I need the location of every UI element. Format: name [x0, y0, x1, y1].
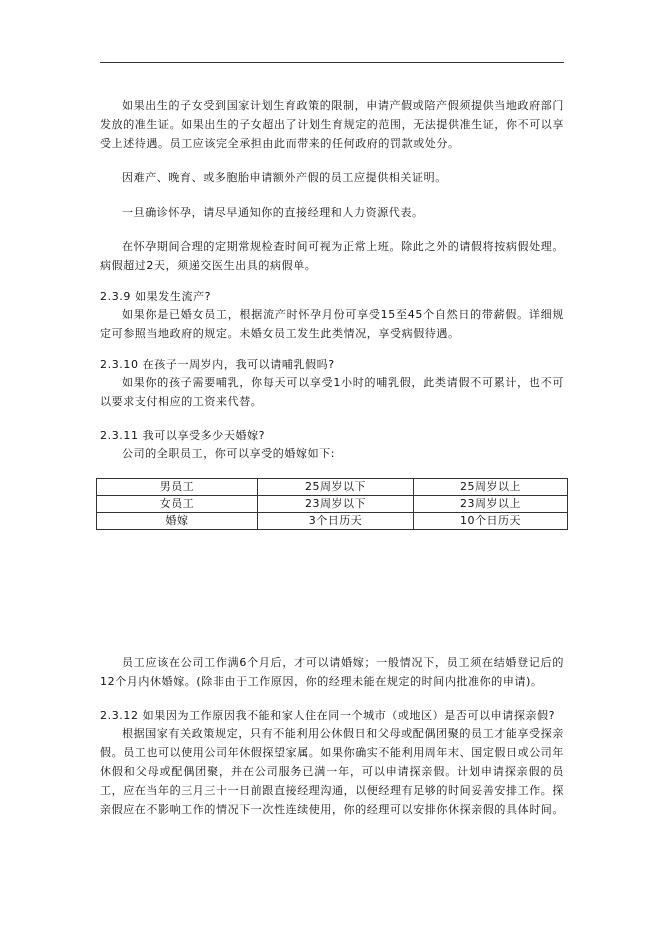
table-row [97, 496, 568, 513]
table-cell: 3个日历天 [258, 513, 414, 530]
table-cell: 25周岁以上 [414, 479, 568, 496]
paragraph-prenatal-checkup: 在怀孕期间合理的定期常规检查时间可视为正常上班。除此之外的请假将按病假处理。病假超过2天，须递交医生出具的病假单。 [100, 240, 564, 272]
header-rule [100, 62, 564, 63]
paragraph-home-leave: 根据国家有关政策规定，只有不能利用公休假日和父母或配偶团聚的员工才能享受探亲假。员工也可以使用公司年休假探望家属。如果你确实不能利用周年末、国定假日或公司年休假和父母或配偶团聚，并在公司服务已满一年，可以申请探亲假。计划申请探亲假的员工，应在当年的三月三十一日前跟直接经理沟通，以便经理有足够的时间妥善安排工作。探亲假应在不影响工作的情况下一次性连续使用，你的经理可以安排你休探亲假的具体时间。 [100, 727, 564, 816]
heading-2-3-12: 2.3.12 如果因为工作原因我不能和家人住在同一个城市（或地区）是否可以申请探亲假? [100, 709, 556, 722]
table-row [97, 513, 568, 530]
heading-2-3-9: 2.3.9 如果发生流产? [100, 290, 212, 303]
table-cell: 23周岁以下 [258, 496, 414, 513]
table-cell: 男员工 [97, 479, 258, 496]
table-cell: 婚嫁 [97, 513, 258, 530]
paragraph-extra-maternity: 因难产、晚育、或多胞胎申请额外产假的员工应提供相关证明。 [122, 171, 447, 184]
paragraph-marriage-intro: 公司的全职员工，你可以享受的婚嫁如下: [122, 447, 336, 460]
table-row [97, 479, 568, 496]
marriage-leave-table [96, 478, 568, 530]
heading-2-3-11: 2.3.11 我可以享受多少天婚嫁? [100, 429, 266, 442]
paragraph-miscarriage: 如果你是已婚女员工，根据流产时怀孕月份可享受15至45个自然日的带薪假。详细规定可参照当地政府的规定。未婚女员工发生此类情况，享受病假待遇。 [100, 308, 564, 340]
heading-2-3-10: 2.3.10 在孩子一周岁内，我可以请哺乳假吗? [100, 358, 335, 371]
table-cell: 23周岁以上 [414, 496, 568, 513]
table-cell: 25周岁以下 [258, 479, 414, 496]
paragraph-birth-permit: 如果出生的子女受到国家计划生育政策的限制，申请产假或陪产假须提供当地政府部门发放的准生证。如果出生的子女超出了计划生育规定的范围，无法提供准生证，你不可以享受上述待遇。员工应该完全承担由此而带来的任何政府的罚款或处分。 [100, 99, 564, 150]
paragraph-nursing-leave: 如果你的孩子需要哺乳，你每天可以享受1小时的哺乳假，此类请假不可累计，也不可以要求支付相应的工资来代替。 [100, 376, 564, 408]
table-cell: 10个日历天 [414, 513, 568, 530]
table-cell: 女员工 [97, 496, 258, 513]
paragraph-notify-pregnancy: 一旦确诊怀孕，请尽早通知你的直接经理和人力资源代表。 [122, 206, 424, 219]
paragraph-marriage-rules: 员工应该在公司工作满6个月后，才可以请婚嫁；一般情况下，员工须在结婚登记后的12个月内休婚嫁。(除非由于工作原因，你的经理未能在规定的时间内批准你的申请)。 [100, 656, 564, 688]
